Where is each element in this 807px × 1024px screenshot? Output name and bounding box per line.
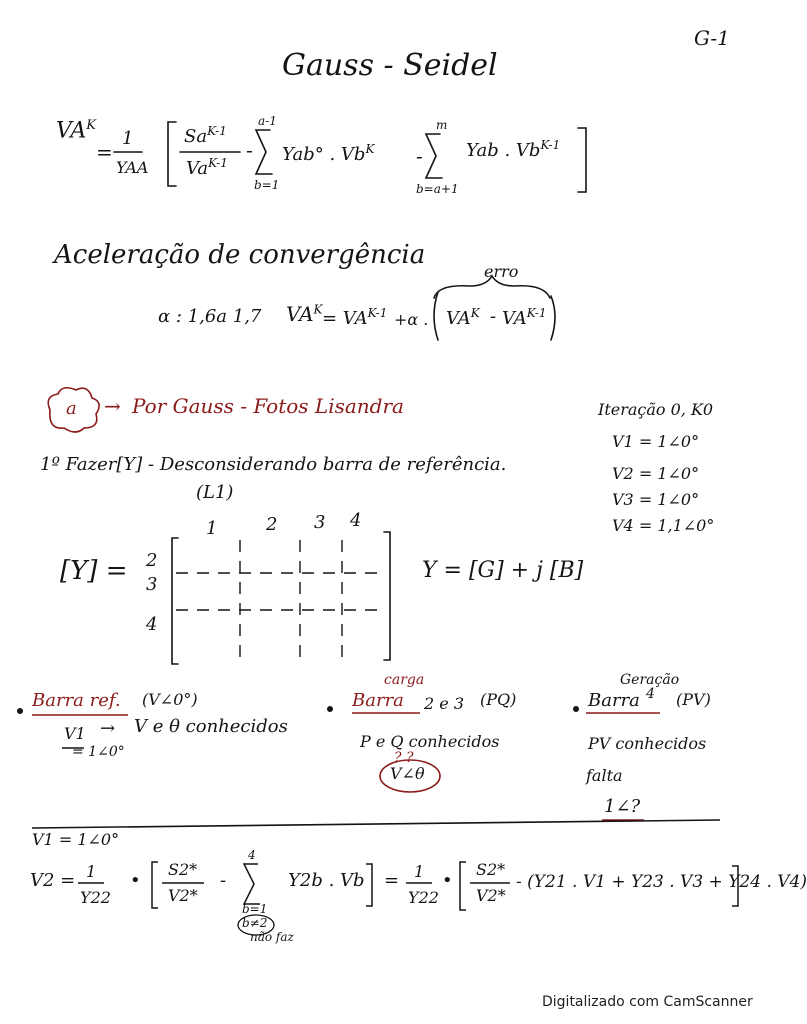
ybus-label: [Y] = — [60, 556, 128, 586]
iteration-value: V2 = 1∠0° — [612, 464, 700, 483]
ybus-relation: Y = [G] + j [B] — [422, 558, 584, 583]
column-header: 2 — [266, 514, 278, 535]
iteration-value: V3 = 1∠0° — [612, 490, 700, 509]
sigma-symbol — [256, 130, 272, 174]
bracket-left — [168, 122, 176, 186]
arrow-icon: → — [104, 394, 121, 418]
page-number: G-1 — [694, 26, 730, 50]
footer-watermark: Digitalizado com CamScanner — [542, 994, 753, 1010]
column-header: 3 — [314, 512, 326, 533]
erro-label: erro — [484, 262, 519, 281]
matrix-bracket-left — [172, 538, 178, 664]
iteration-value: V1 = 1∠0° — [612, 432, 700, 451]
row-header: 3 — [146, 574, 158, 595]
sigma-symbol — [426, 134, 442, 178]
step-1: 1º Fazer[Y] - Desconsiderando barra de referência. — [40, 454, 507, 475]
matrix-bracket-right — [384, 532, 390, 660]
bracket-right — [578, 128, 586, 192]
row-header: 2 — [146, 550, 158, 571]
example-label: a — [66, 398, 77, 419]
row-header: 4 — [146, 614, 158, 635]
example-title: Por Gauss - Fotos Lisandra — [132, 394, 404, 418]
section-heading-acceleration: Aceleração de convergência — [54, 240, 426, 270]
sigma-symbol — [244, 864, 260, 904]
step-1-note: (L1) — [196, 482, 234, 503]
arrow-icon: → — [100, 718, 116, 739]
page-title: Gauss - Seidel — [282, 48, 498, 83]
column-header: 1 — [206, 518, 218, 539]
formula-lhs: VA — [56, 118, 87, 144]
column-header: 4 — [350, 510, 362, 531]
iteration-value: V4 = 1,1∠0° — [612, 516, 715, 535]
iteration-title: Iteração 0, K0 — [598, 400, 714, 419]
divider — [32, 820, 720, 828]
